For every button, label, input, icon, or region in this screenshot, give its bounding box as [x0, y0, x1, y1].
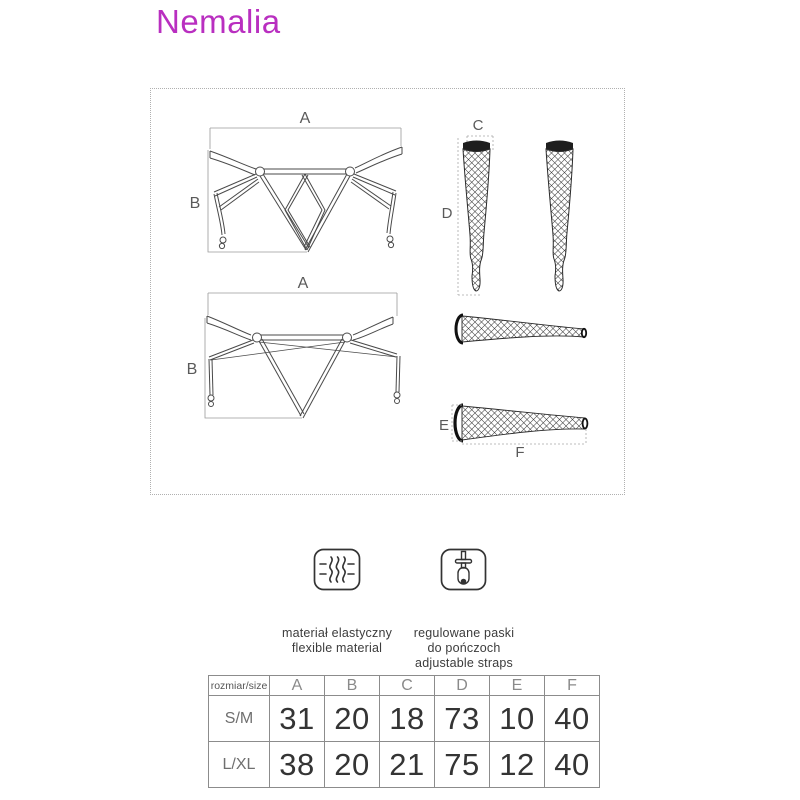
measurement-cell: 73: [435, 696, 490, 742]
measurement-cell: 75: [435, 742, 490, 788]
measurement-cell: 31: [270, 696, 325, 742]
adjustable-strap-icon: [440, 548, 487, 591]
table-row-sm: [209, 696, 600, 742]
stocking-length-label: D: [441, 205, 453, 222]
product-title: Nemalia: [156, 3, 281, 40]
size-label: S/M: [209, 696, 270, 742]
column-header-c: C: [380, 676, 435, 696]
measurement-cell: 20: [325, 742, 380, 788]
measurement-cell: 12: [490, 742, 545, 788]
back-height-label: B: [186, 361, 198, 378]
stocking-tubes-diagram: [439, 315, 587, 461]
caption-line: materiał elastyczny: [281, 626, 393, 640]
front-belt-lines: [210, 147, 402, 252]
back-width-label: A: [297, 275, 309, 292]
front-width-label: A: [299, 110, 311, 127]
front-height-label: B: [189, 195, 201, 212]
measurement-cell: 40: [545, 696, 600, 742]
caption-line: regulowane paski: [413, 626, 515, 640]
measurement-cell: 20: [325, 696, 380, 742]
front-garter-diagram: [190, 110, 402, 252]
measurement-cell: 21: [380, 742, 435, 788]
size-table: [208, 675, 600, 788]
garment-diagrams: [150, 88, 625, 495]
column-header-e: E: [490, 676, 545, 696]
tube-length-label: F: [515, 444, 525, 461]
table-row-lxl: [209, 742, 600, 788]
column-header-b: B: [325, 676, 380, 696]
back-garter-diagram: [187, 275, 400, 418]
size-label: L/XL: [209, 742, 270, 788]
adjustable-strap-caption: [384, 626, 544, 671]
measurement-cell: 40: [545, 742, 600, 788]
column-header-f: F: [545, 676, 600, 696]
stocking-top-width-label: C: [472, 117, 484, 134]
caption-line: flexible material: [291, 641, 383, 655]
size-column-header: rozmiar/size: [209, 676, 270, 696]
back-belt-lines: [207, 316, 400, 418]
stocking-shape: [463, 141, 490, 292]
column-header-d: D: [435, 676, 490, 696]
tube-height-label: E: [438, 417, 450, 434]
column-header-a: A: [270, 676, 325, 696]
measurement-cell: 10: [490, 696, 545, 742]
size-table-header-row: [209, 676, 600, 696]
stockings-diagram: [442, 117, 573, 295]
caption-line: adjustable straps: [415, 656, 513, 670]
measurement-cell: 18: [380, 696, 435, 742]
caption-line: do pończoch: [427, 641, 501, 655]
measurement-cell: 38: [270, 742, 325, 788]
elastic-material-icon: [313, 548, 361, 591]
